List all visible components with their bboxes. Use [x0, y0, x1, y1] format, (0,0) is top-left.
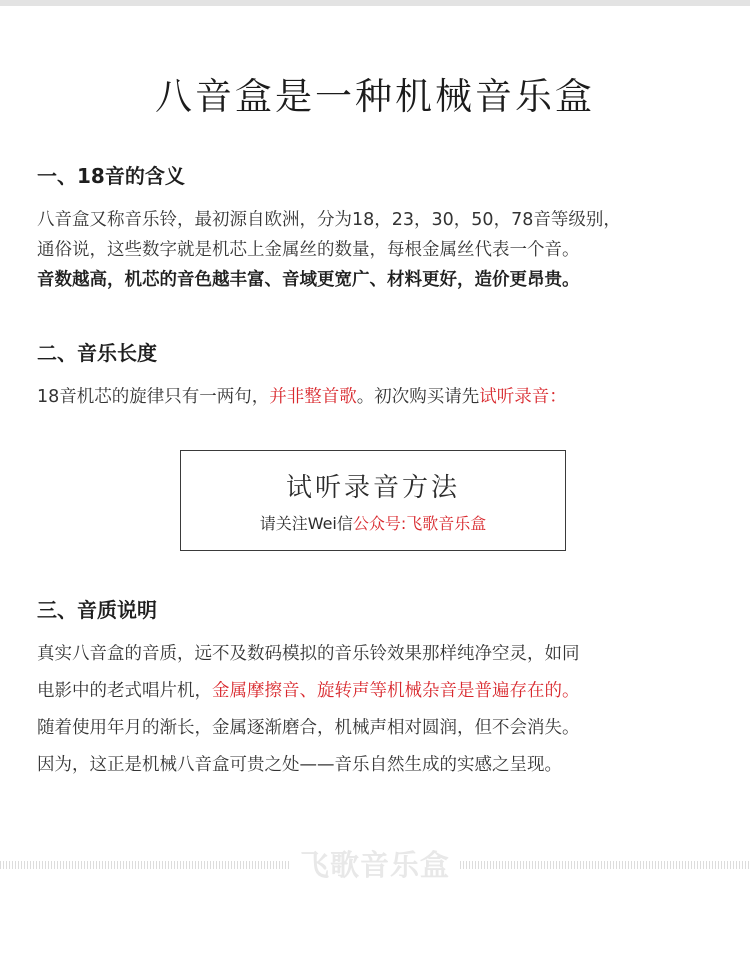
- section-1-line-3: 音数越高，机芯的音色越丰富、音域更宽广、材料更好，造价更昂贵。: [37, 270, 580, 290]
- section-2-paragraph: [37, 382, 737, 412]
- footer-watermark: [0, 835, 750, 897]
- section-2-text-a: 18音机芯的旋律只有一两句，: [37, 387, 270, 407]
- footer-dotted-line-left: [0, 861, 290, 869]
- section-2-red-text-1: 并非整首歌: [269, 387, 357, 407]
- listen-method-title: 试听录音方法: [285, 473, 460, 503]
- listen-method-box: [180, 450, 566, 551]
- section-1-line-2: 通俗说，这些数字就是机芯上金属丝的数量，每根金属丝代表一个音。: [37, 240, 580, 260]
- section-2-text-b: 。初次购买请先: [356, 387, 480, 407]
- top-divider-bar: [0, 0, 750, 6]
- footer-dotted-line-right: [460, 861, 750, 869]
- section-3-line-3: 随着使用年月的渐长，金属逐渐磨合，机械声相对圆润，但不会消失。: [37, 718, 580, 738]
- section-1-line-1: 八音盒又称音乐铃，最初源自欧洲，分为18，23，30，50，78音等级别，: [37, 210, 621, 230]
- section-2-heading: 二、音乐长度: [37, 341, 157, 365]
- subtitle-account: 公众号:飞歌音乐盒: [352, 514, 487, 533]
- section-3-line-2-red: 金属摩擦音、旋转声等机械杂音是普遍存在的。: [212, 681, 580, 701]
- listen-method-subtitle: [181, 511, 565, 534]
- section-3-line-2: [37, 676, 737, 713]
- section-3-paragraph: [37, 639, 737, 787]
- section-3-line-4: 因为，这正是机械八音盒可贵之处——音乐自然生成的实感之呈现。: [37, 755, 562, 775]
- section-3-heading: 三、音质说明: [37, 598, 157, 622]
- section-2-line: [37, 382, 737, 412]
- subtitle-plain: 请关注Wei信: [259, 514, 353, 533]
- section-3-line-2-plain: 电影中的老式唱片机，: [37, 681, 212, 701]
- section-1-heading: 一、18音的含义: [37, 164, 185, 188]
- page-title: 八音盒是一种机械音乐盒: [155, 75, 595, 118]
- section-2-red-text-2: 试听录音：: [479, 387, 567, 407]
- section-1-paragraph: [37, 205, 737, 295]
- footer-brand-text: 飞歌音乐盒: [299, 848, 450, 882]
- section-3-line-1: 真实八音盒的音质，远不及数码模拟的音乐铃效果那样纯净空灵，如同: [37, 644, 580, 664]
